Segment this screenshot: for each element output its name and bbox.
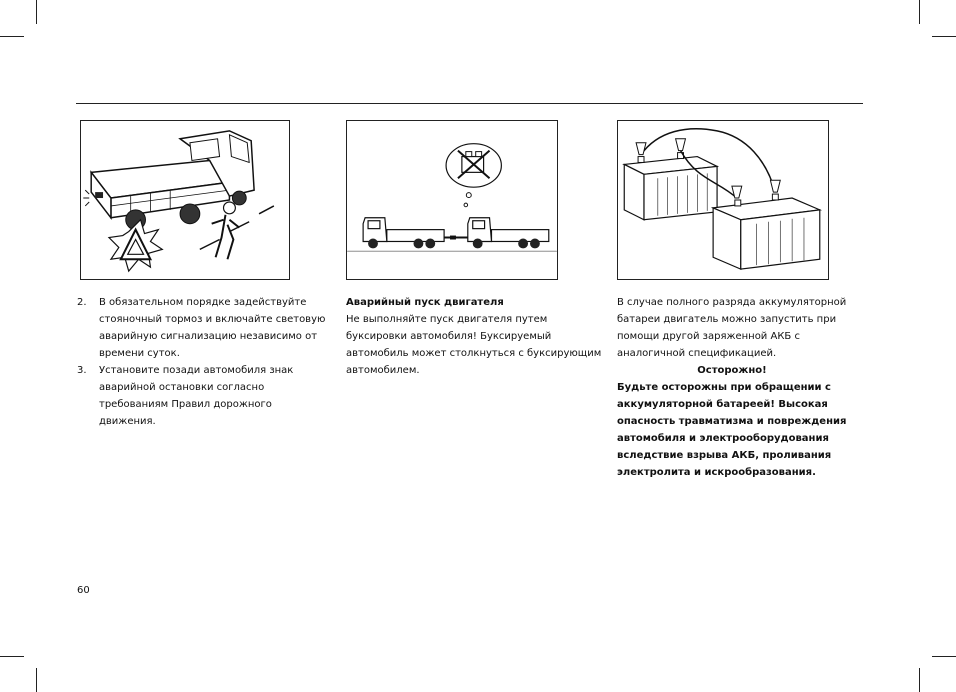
list-item-text: В обязательном порядке задействуйте стояночный тормоз и включайте световую аварийную сигнализацию независимо от времени суток. [99,297,326,359]
warning-title: Осторожно! [697,365,767,376]
list-item-number: 2. [77,297,87,308]
section-body: Не выполняйте пуск двигателя путем буксировки автомобиля! Буксируемый автомобиль может столкнуться с буксирующим автомобилем. [346,314,602,376]
right-column [617,294,847,481]
illustration-tow-start [346,120,558,280]
header-rule [76,103,863,104]
list-item [77,294,327,362]
crop-mark [0,36,24,37]
list-item-number: 3. [77,365,87,376]
jump-start-illustration [618,121,828,279]
crop-mark [0,656,24,657]
truck-warning-illustration [81,121,289,279]
page-number: 60 [77,585,90,596]
middle-column [346,294,602,379]
jump-start-body: В случае полного разряда аккумуляторной батареи двигатель можно запустить при помощи другой заряженной АКБ с аналогичной спецификацией. [617,297,847,359]
illustration-warning-triangle [80,120,290,280]
left-column [77,294,327,430]
section-heading: Аварийный пуск двигателя [346,297,504,308]
crop-mark [932,36,956,37]
list-item [77,362,327,430]
instruction-list [77,294,327,430]
warning-text: Будьте осторожны при обращении с аккумуляторной батареей! Высокая опасность травматизма и повреждения автомобиля и электрооборудования вследствие взрыва АКБ, проливания электролита и искрообразования. [617,382,847,478]
illustration-jump-start [617,120,829,280]
crop-mark [36,0,37,24]
list-item-text: Установите позади автомобиля знак аварийной остановки согласно требованиям Правил дорожного движения. [99,365,294,427]
crop-mark [919,0,920,24]
tow-start-illustration [347,121,557,279]
crop-mark [932,656,956,657]
crop-mark [36,668,37,692]
crop-mark [919,668,920,692]
